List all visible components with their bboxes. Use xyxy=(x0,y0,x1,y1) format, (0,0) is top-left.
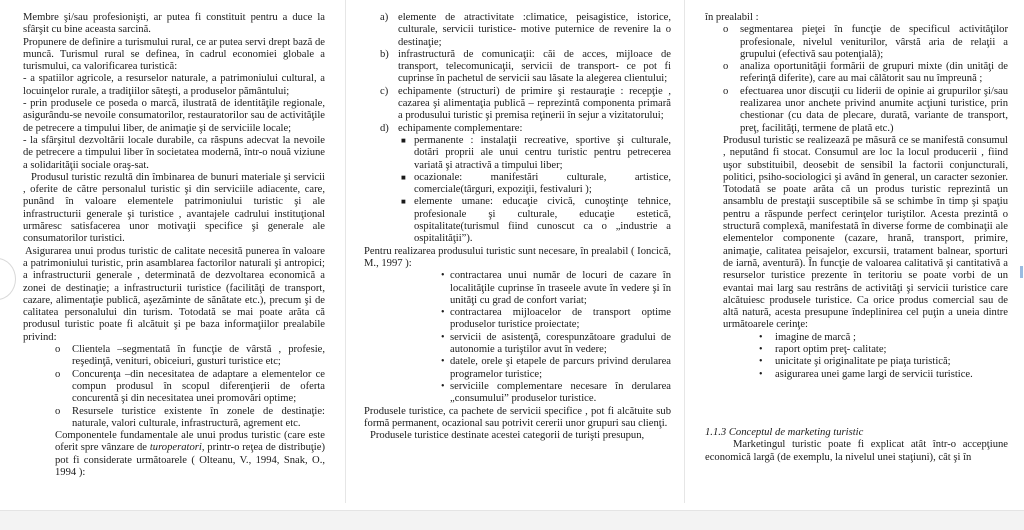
dot-bullet-icon: • xyxy=(441,307,445,319)
paragraph: Propunere de definire a turismului rural, ce ar putea servi drept bază de muncă. Turismul rural se definea, în cadrul economiei globale a turismului, ca valorificarea turistică: xyxy=(23,36,325,73)
list-marker: a) xyxy=(380,12,389,23)
list-item-text: echipamente (structuri) de primire şi restauraţie : recepţie , cazarea şi alimentaţia publică – reprezintă componenta primară a produsului turistic şi premisa reţinerii în sejur a vizitatorului; xyxy=(398,85,671,122)
dot-bullet-list xyxy=(723,332,1008,381)
list-item-text: Resursele turistice existente în zonele de destinaţie: naturale, valori culturale, infrastructură, agrement etc. xyxy=(72,405,325,429)
scroll-indicator[interactable] xyxy=(1020,266,1023,278)
list-item-text: Concurenţa –din necesitatea de adaptare a elementelor ce compun produsul în scopul diferenţierii de oferta concurentă şi din necesitatea unei promovări optime; xyxy=(72,368,325,405)
circle-bullet-icon: o xyxy=(55,368,61,380)
list-item-text: contractarea unui număr de locuri de cazare în localităţile cuprinse în traseele avute în vedere şi în unităţi cu grad de confort variat; xyxy=(450,270,671,306)
dot-bullet-icon: • xyxy=(441,356,445,368)
square-bullet-icon: ■ xyxy=(401,135,406,145)
paragraph: Marketingul turistic poate fi explicat atât într-o accepţiune economică largă (de exemplu, la nivelul unei staţiuni), cât şi în xyxy=(705,439,1008,463)
list-marker: c) xyxy=(380,85,389,97)
paragraph: în prealabil : xyxy=(705,12,759,23)
list-marker: b) xyxy=(380,48,389,60)
list-item-text: analiza oportunităţii formării de grupuri mixte (din unităţi de referinţă diferite), care au mai călătorit sau nu împreună ; xyxy=(740,61,1008,85)
list-item xyxy=(23,344,325,369)
list-item xyxy=(364,332,671,357)
paragraph: Produsul turistic se realizează pe măsură ce se manifestă consumul , neputând fi stocat. Consumul are loc la locul producerii , fiind uşor substituibil, deosebit de sensibil la factorii conjuncturali, politici, psiho-sociologici şi având în general, un caracter sezonier. Totodată se poate arăta că un produs turistic reprezintă un ansamblu de prestaţii susceptibile să se schimbe în timp şi spaţiu pentru a răspunde perfect cerinţelor turiştilor. Acesta prezintă o structură complexă, manifestată în diverse forme de combinaţii ale elementelor componente (cazare, hrană, transport, primire, animaţie, calitatea peisajelor, excursii, tratament balnear, sporturi de iarnă, aventură). În funcţie de valoarea calitativă şi cantitativă a resurselor turistice prezente în teritoriu se poate vorbi de un evantai mai larg sau restrâns de activităţi şi servicii turistice care alcătuiesc produsele turistice. Ca orice produs comercial sau de altă natură, acesta presupune îndeplinirea cel puţin a uneia dintre următoarele cerinţe: xyxy=(723,134,1008,331)
list-item xyxy=(364,196,671,245)
dot-bullet-icon: • xyxy=(759,368,763,380)
list-item xyxy=(364,172,671,197)
list-item xyxy=(380,49,671,86)
list-marker: d) xyxy=(380,122,389,134)
list-item-text: servicii de asistenţă, corespunzătoare gradului de autonomie a turiştilor avut în vedere; xyxy=(450,331,671,356)
list-item xyxy=(380,123,671,135)
list-item-text: Clientela –segmentată în funcţie de vârstă , profesie, reşedinţă, venituri, obiceiuri, gusturi turistice etc; xyxy=(72,344,325,368)
list-item xyxy=(23,369,325,406)
list-item xyxy=(380,86,671,123)
paragraph: - prin produsele ce poseda o marcă, ilustrată de identităţile regionale, asigurându-se nevoile consumatorilor, restauratorilor sau de activităţile de petrecere a timpului liber, de animaţie şi de serviciile locale; xyxy=(23,98,325,134)
paragraph: Membre şi/sau profesionişti, ar putea fi constituit pentru a duce la sfârşit cu bine aceasta sarcină. xyxy=(23,12,325,36)
list-item-text: infrastructură de comunicaţii: căi de acces, mijloace de transport, telecomunicaţii, servicii de transport- ce pot fi cuprinse în pachetul de servicii sau lăsate la alegerea clientului; xyxy=(398,48,671,85)
circle-bullet-icon: o xyxy=(55,344,61,356)
square-bullet-list xyxy=(364,135,671,246)
circle-bullet-icon: o xyxy=(723,85,729,97)
status-bar xyxy=(0,510,1024,530)
list-item xyxy=(723,356,1008,368)
list-item-text: ocazionale: manifestări culturale, artistice, comerciale(târguri, expoziţii, festivaluri ); xyxy=(414,171,671,196)
list-item xyxy=(364,270,671,307)
list-item xyxy=(723,369,1008,381)
list-item-text: raport optim preţ- calitate; xyxy=(775,344,887,356)
dot-bullet-icon: • xyxy=(759,344,763,356)
dot-bullet-icon: • xyxy=(441,380,445,392)
list-item xyxy=(705,24,1008,61)
dot-bullet-list xyxy=(364,270,671,405)
list-item xyxy=(705,61,1008,86)
alpha-list xyxy=(380,12,671,135)
paragraph: - a spatiilor agricole, a resurselor naturale, a patrimoniului cultural, a locuinţelor rurale, a tradiţiilor săteşti, a produselor pământului; xyxy=(23,73,325,97)
list-item xyxy=(364,135,671,172)
paragraph xyxy=(23,430,325,479)
italic-term: turoperatori, xyxy=(149,442,205,454)
square-bullet-icon: ■ xyxy=(401,197,406,207)
list-item-text: echipamente complementare: xyxy=(398,122,523,134)
list-item-text: elemente de atractivitate :climatice, peisagistice, istorice, culturale, servicii turistice- motive puternice de revenire la o destinaţie; xyxy=(398,12,671,48)
page-column-2 xyxy=(364,12,671,515)
list-item-text: datele, orele şi etapele de parcurs privind derularea programelor turistice; xyxy=(450,356,671,380)
list-item xyxy=(364,381,671,406)
list-item-text: contractarea mijloacelor de transport optime produselor turistice proiectate; xyxy=(450,307,671,331)
list-item xyxy=(705,86,1008,135)
circle-bullet-icon: o xyxy=(723,24,729,36)
circle-bullet-list xyxy=(705,24,1008,135)
circle-shape-fragment xyxy=(0,258,16,300)
paragraph: Produsele turistice, ca pachete de servicii specifice , pot fi alcătuite sub formă permanent, ocazional sau potrivit cererii unor grupuri sau clienţi. xyxy=(364,405,671,429)
list-item-text: unicitate şi originalitate pe piaţa turistică; xyxy=(775,356,951,368)
dot-bullet-icon: • xyxy=(759,331,763,343)
list-item xyxy=(723,344,1008,356)
section-heading: 1.1.3 Conceptul de marketing turistic xyxy=(705,426,864,438)
paragraph: - la sfârşitul dezvoltării locale durabile, ca răspuns adecvat la nevoile de petrecere a timpului liber în societatea modernă, într-o nouă viziune a solidarităţii sociale oraş-sat. xyxy=(23,134,325,171)
dot-bullet-icon: • xyxy=(441,270,445,282)
square-bullet-icon: ■ xyxy=(401,172,406,182)
list-item xyxy=(380,12,671,49)
circle-bullet-list xyxy=(23,344,325,430)
list-item xyxy=(23,406,325,431)
page-column-3 xyxy=(705,12,1008,515)
paragraph-text: printr-o reţea de distribuţie) pot fi considerate următoarele ( Olteanu, V., 1994, Snak, O., 1994 ): xyxy=(55,442,325,478)
paragraph: Produsele turistice destinate acestei categorii de turişti presupun, xyxy=(370,430,645,442)
list-item-text: asigurarea unei game largi de servicii turistice. xyxy=(775,368,973,380)
list-item-text: efectuarea unor discuţii cu liderii de opinie ai grupurilor şi/sau realizarea unor anchete privind anumite acţiuni turistice, prin chestionar (cu data de plecare, durată, variante de transport, preţ, facilităţi, termene de plată etc.) xyxy=(740,85,1008,134)
list-item-text: serviciile complementare necesare în derularea „consumului” produselor turistice. xyxy=(450,380,671,405)
list-item-text: segmentarea pieţei în funcţie de specificul activităţilor profesionale, nivelul veniturilor, vârstă aria de relaţii a grupului (efectivă sau potenţială); xyxy=(740,24,1008,60)
dot-bullet-icon: • xyxy=(759,356,763,368)
list-item-text: permanente : instalaţii recreative, sportive şi culturale, dotări proprii ale unui centru turistic pentru petrecerea variată şi atractivă a timpului liber; xyxy=(414,134,671,171)
paragraph: Asigurarea unui produs turistic de calitate necesită punerea în valoare a patrimoniului turistic, prin asamblarea factorilor naturali şi antropici; a infrastructurii generale , determinată de dezvoltarea economică a zonei de destinaţie; a infrastructurii turistice (facilităţi de transport, cazare, alimentaţie publică, aşezăminte de sănătate etc.), precum şi de calitatea personalului din turism. Totodată se mai poate arăta că produsul turistic poate fi alcătuit şi pe baza informaţiilor prealabile privind: xyxy=(23,245,325,343)
page-separator xyxy=(345,0,346,503)
paragraph: Produsul turistic rezultă din îmbinarea de bunuri materiale şi servicii , oferite de către personalul turistic şi din serviciile adiacente, care, punând în valoare elementele patrimoniului turistic şi ale infrastructurii generale şi turistice , avantajele cadrului instituţional urmăresc satisfacerea unor motivaţii specifice şi generale ale consumatorilor turistici. xyxy=(23,171,325,245)
list-item xyxy=(364,307,671,332)
list-item-text: imagine de marcă ; xyxy=(775,331,856,343)
paragraph-text: Componentele fundamentale ale unui produs turistic (care este oferit spre vânzare de xyxy=(55,430,325,454)
circle-bullet-icon: o xyxy=(55,405,61,417)
list-item xyxy=(364,356,671,381)
circle-bullet-icon: o xyxy=(723,61,729,73)
page-column-1 xyxy=(23,12,325,515)
dot-bullet-icon: • xyxy=(441,331,445,343)
list-item xyxy=(723,332,1008,344)
paragraph: Pentru realizarea produsului turistic sunt necesare, în prealabil ( Ioncică, M., 1997 ): xyxy=(364,245,671,269)
list-item-text: elemente umane: educaţie civică, cunoştinţe tehnice, profesionale şi culturale, educaţie estetică, ospitalitate(turismul fiind cunoscut ca o „industrie a ospitalităţii”). xyxy=(414,196,671,245)
page-separator xyxy=(684,0,685,503)
